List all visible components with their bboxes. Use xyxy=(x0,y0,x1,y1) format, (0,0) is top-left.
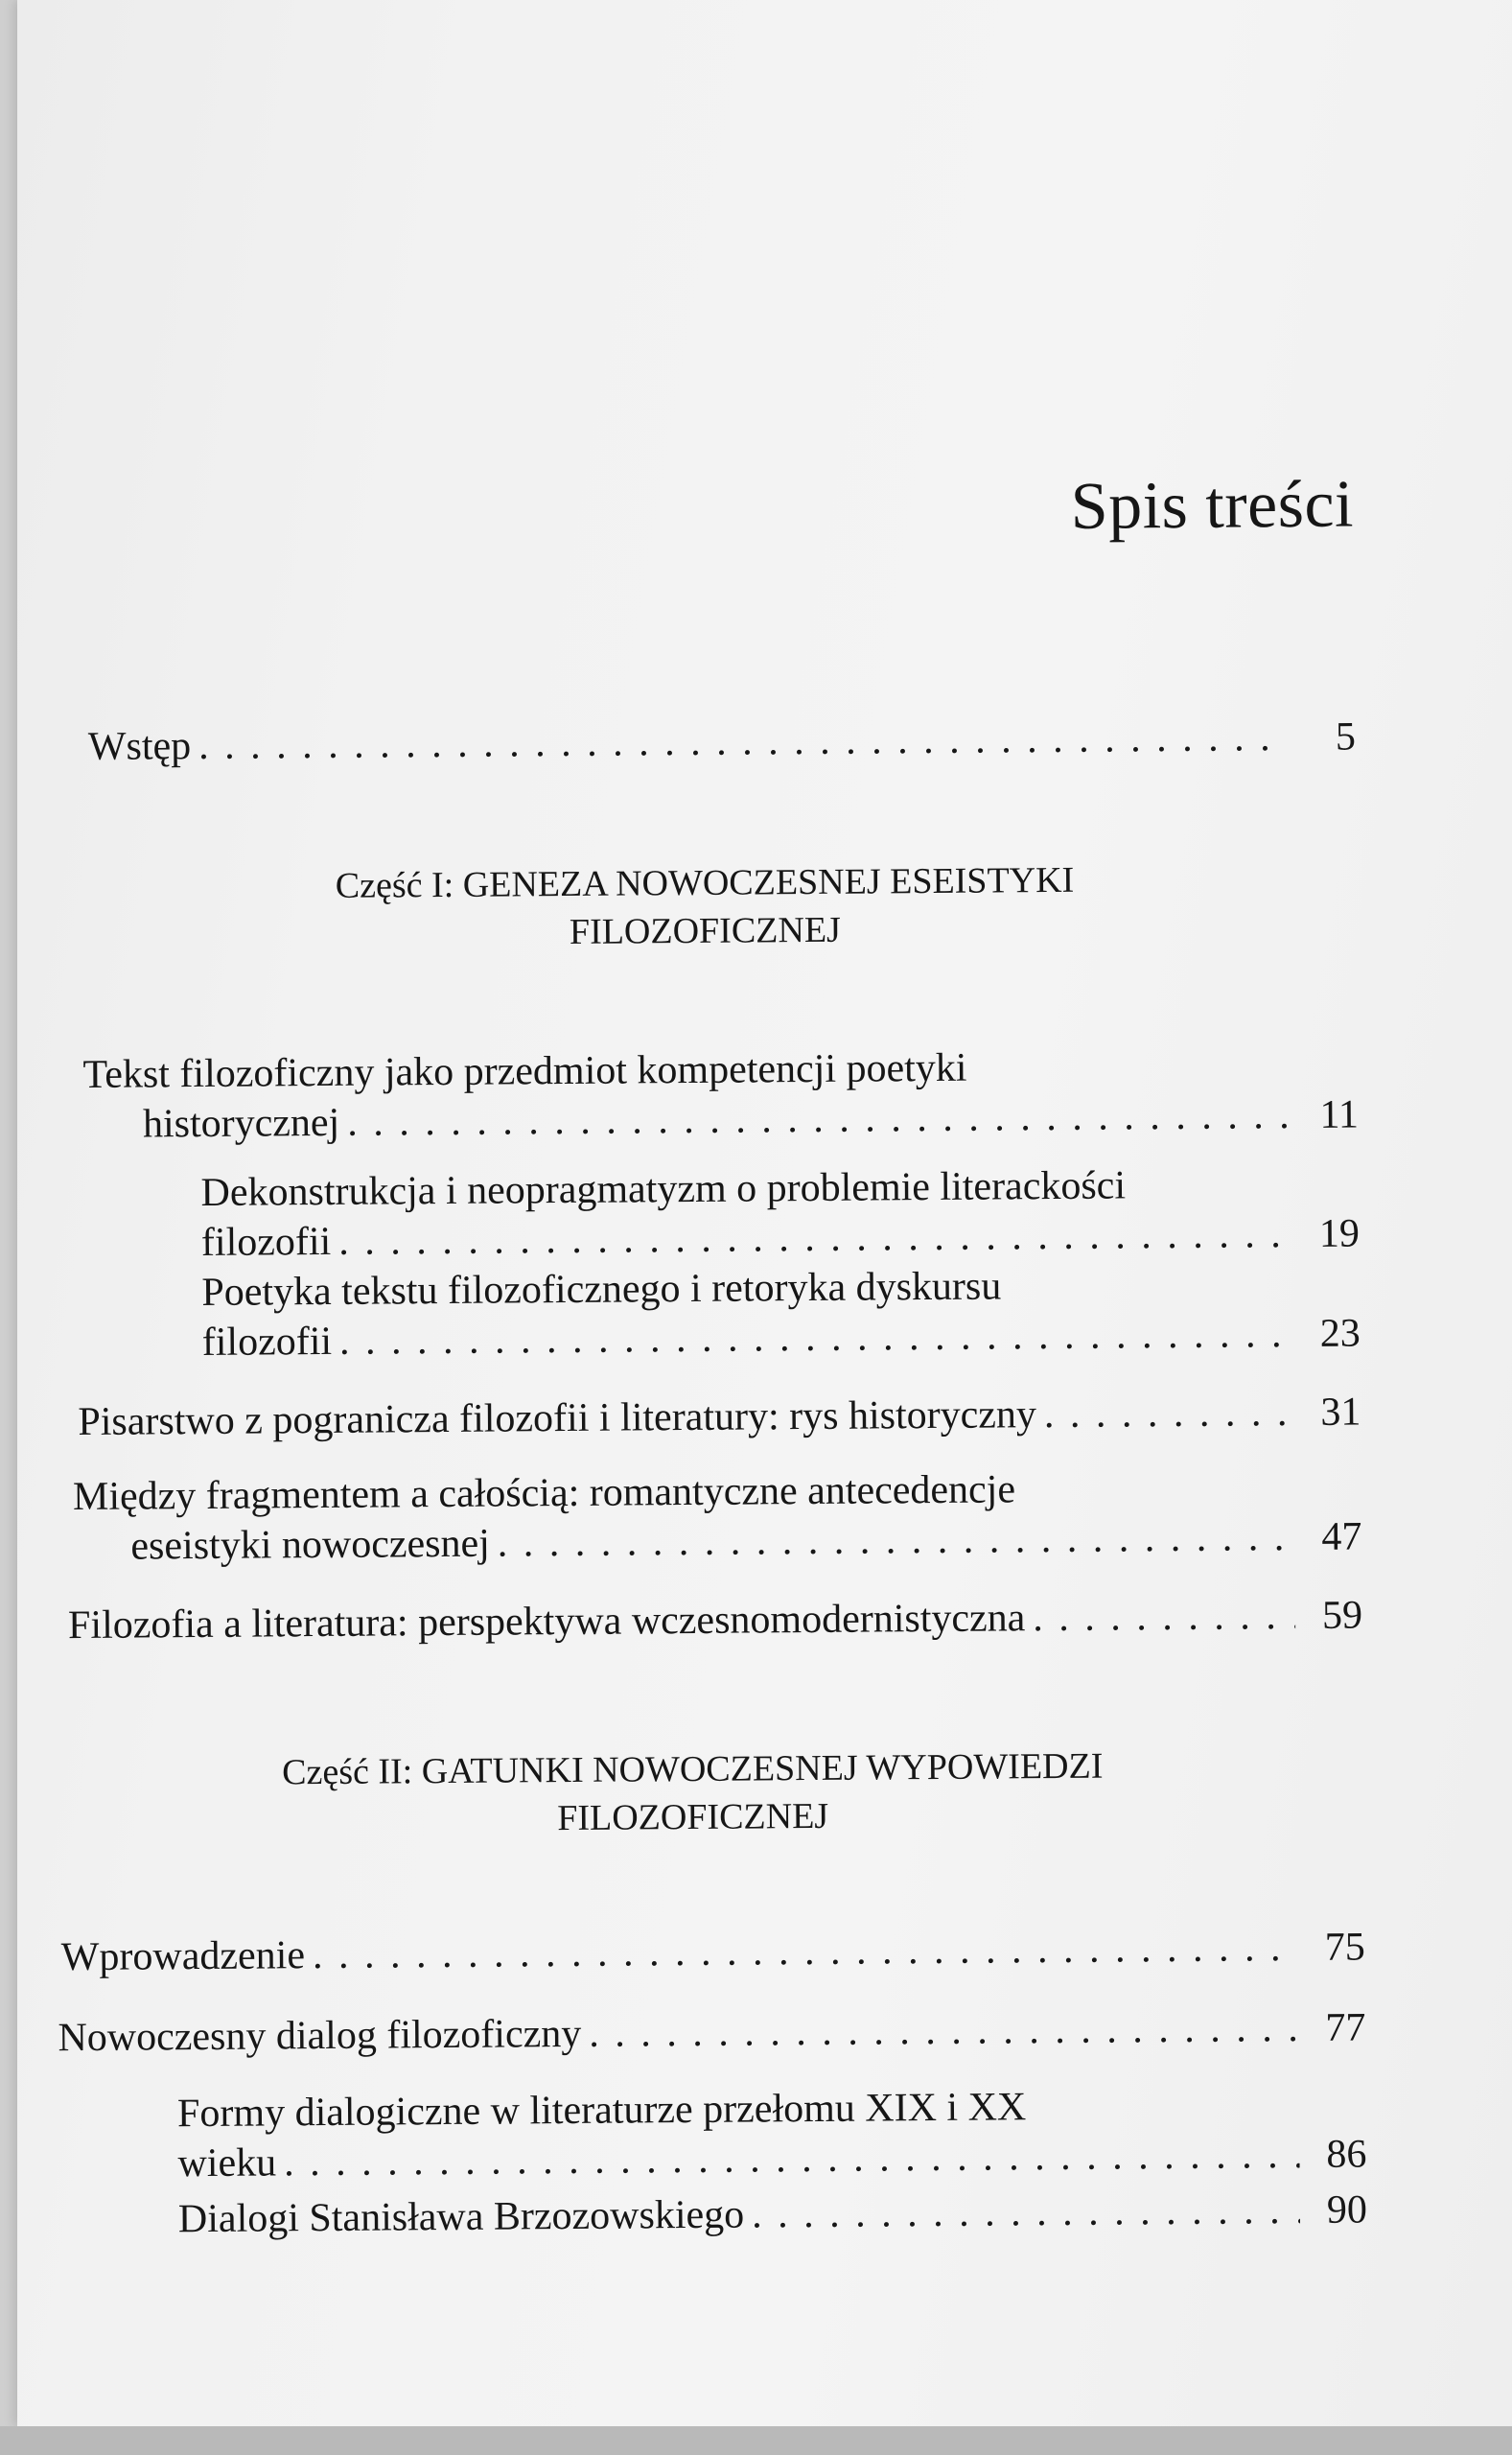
toc-entry-title-cont: filozofii xyxy=(200,1219,332,1265)
toc-page-number: 19 xyxy=(1318,1211,1361,1256)
toc-page-number: 47 xyxy=(1321,1514,1362,1559)
leader-dots xyxy=(284,2130,1300,2187)
toc-page-number: 5 xyxy=(1335,714,1357,760)
part-heading-line: Część II: GATUNKI NOWOCZESNEJ WYPOWIEDZI xyxy=(282,1745,1104,1793)
toc-page-number: 59 xyxy=(1321,1593,1363,1638)
part-heading-2 xyxy=(213,1742,1173,1845)
toc-entry-title: Wprowadzenie xyxy=(60,1933,306,1980)
toc-entry-dekonstrukcja xyxy=(200,1159,1360,1268)
toc-entry-title: Dekonstrukcja i neopragmatyzm o problemie literackości xyxy=(200,1163,1127,1215)
toc-entry-title-cont: wieku xyxy=(177,2140,277,2186)
toc-entry-title-cont: filozofii xyxy=(201,1319,333,1365)
toc-page-number: 86 xyxy=(1326,2132,1367,2177)
toc-entry-formy xyxy=(177,2079,1367,2188)
page-title: Spis treści xyxy=(1070,467,1355,544)
toc-entry-wstep xyxy=(88,713,1356,772)
leader-dots xyxy=(498,1512,1295,1569)
part-heading-line: FILOZOFICZNEJ xyxy=(569,909,842,952)
toc-entry-wprowadzenie xyxy=(61,1922,1365,1982)
toc-page-number: 77 xyxy=(1325,2005,1366,2050)
toc-entry-miedzy xyxy=(73,1461,1362,1572)
part-heading-line: FILOZOFICZNEJ xyxy=(557,1795,829,1839)
toc-entry-title: Wstęp xyxy=(87,724,192,769)
toc-entry-title: Filozofia a literatura: perspektywa wczesnomodernistyczna xyxy=(67,1596,1026,1648)
toc-entry-title: Poetyka tekstu filozoficznego i retoryka dyskursu xyxy=(201,1264,1002,1315)
part-heading-1 xyxy=(225,855,1185,959)
toc-entry-dialogi xyxy=(178,2185,1367,2244)
toc-entry-title: Pisarstwo z pogranicza filozofii i literatury: rys historyczny xyxy=(78,1392,1037,1445)
leader-dots xyxy=(589,2003,1299,2059)
leader-dots xyxy=(339,1309,1293,1367)
toc-page-number: 90 xyxy=(1326,2187,1368,2233)
toc-page-number: 31 xyxy=(1320,1390,1361,1435)
toc-page-number: 23 xyxy=(1319,1311,1361,1356)
leader-dots xyxy=(313,1923,1298,1980)
toc-entry-title: Nowoczesny dialog filozoficzny xyxy=(58,2011,582,2061)
toc-entry-title-cont: eseistyki nowoczesnej xyxy=(130,1521,490,1569)
leader-dots xyxy=(752,2186,1300,2239)
toc-entry-title: Tekst filozoficzny jako przedmiot kompetencji poetyki xyxy=(82,1045,967,1097)
leader-dots xyxy=(347,1090,1291,1148)
toc-entry-filozofia xyxy=(68,1590,1362,1650)
toc-page-number: 11 xyxy=(1319,1092,1360,1137)
toc-entry-title: Między fragmentem a całością: romantyczne antecedencje xyxy=(72,1467,1016,1520)
book-page xyxy=(17,0,1512,2426)
toc-entry-nowoczesny xyxy=(58,2002,1365,2063)
surface-below-page xyxy=(0,2426,1512,2455)
toc-entry-pisarstwo xyxy=(78,1387,1361,1447)
toc-entry-poetyka xyxy=(201,1259,1361,1368)
toc-entry-title: Dialogi Stanisława Brzozowskiego xyxy=(177,2192,745,2242)
leader-dots xyxy=(1044,1388,1294,1439)
leader-dots xyxy=(338,1209,1292,1267)
toc-page-number: 75 xyxy=(1324,1925,1365,1970)
part-heading-line: Część I: GENEZA NOWOCZESNEJ ESEISTYKI xyxy=(335,859,1075,906)
toc-entry-title-cont: historycznej xyxy=(142,1100,340,1147)
leader-dots xyxy=(198,713,1289,771)
table-of-contents xyxy=(17,0,1512,2426)
toc-entry-title: Formy dialogiczne w literaturze przełomu XIX i XX xyxy=(176,2085,1027,2137)
leader-dots xyxy=(1033,1591,1295,1643)
toc-entry-tekst xyxy=(82,1040,1359,1150)
